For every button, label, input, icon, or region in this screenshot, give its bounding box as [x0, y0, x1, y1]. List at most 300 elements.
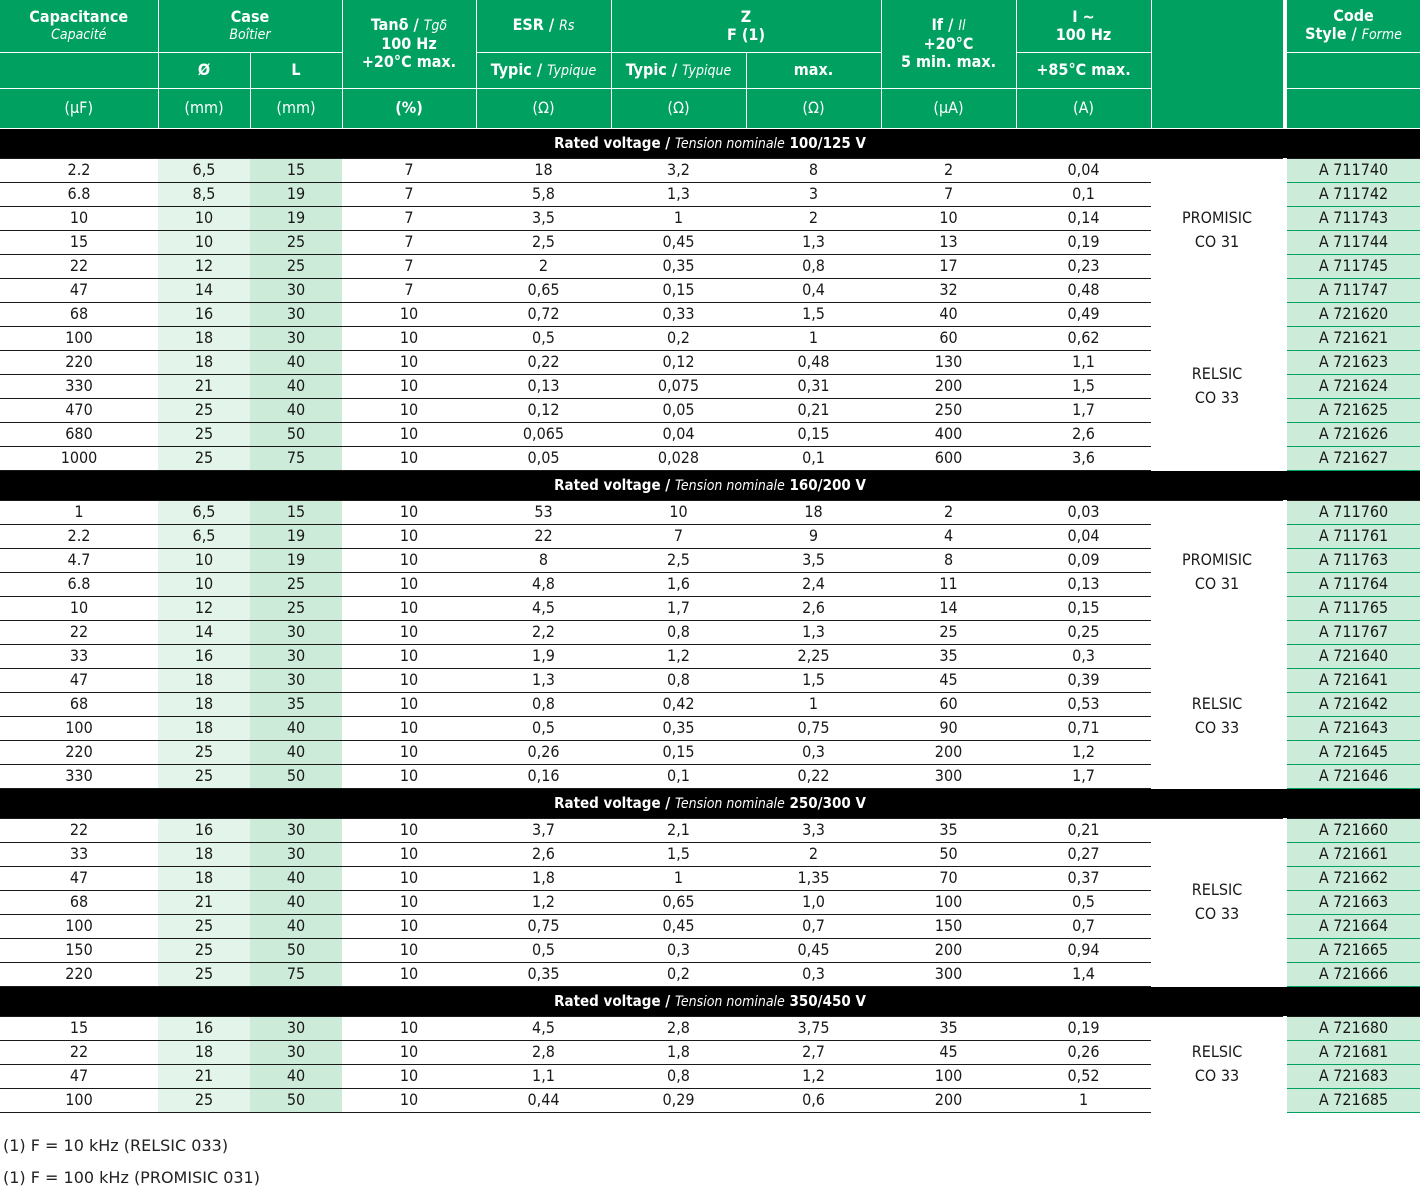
cell-tan: 10: [342, 818, 476, 842]
series-family: RELSIC: [1191, 880, 1243, 900]
cell-tan: 10: [342, 962, 476, 986]
cell-length: 30: [250, 620, 342, 644]
cell-ripple: 0,62: [1016, 326, 1151, 350]
cell-esr: 22: [476, 524, 611, 548]
cell-diameter: 6,5: [158, 158, 250, 182]
cell-code-style: A 721663: [1285, 890, 1420, 914]
cell-diameter: 25: [158, 962, 250, 986]
cell-leakage: 300: [881, 764, 1016, 788]
cell-z-max: 2: [746, 842, 881, 866]
cell-diameter: 16: [158, 818, 250, 842]
cell-code-style: A 721662: [1285, 866, 1420, 890]
cell-z-max: 9: [746, 524, 881, 548]
cell-tan: 10: [342, 524, 476, 548]
cell-ripple: 0,21: [1016, 818, 1151, 842]
cell-ripple: 0,48: [1016, 278, 1151, 302]
cell-z-typic: 7: [611, 524, 746, 548]
cell-leakage: 14: [881, 596, 1016, 620]
cell-length: 15: [250, 158, 342, 182]
cell-esr: 0,75: [476, 914, 611, 938]
cell-code-style: A 711761: [1285, 524, 1420, 548]
cell-length: 75: [250, 446, 342, 470]
rated-voltage-value: 350/450 V: [789, 991, 866, 1010]
cell-length: 40: [250, 398, 342, 422]
cell-esr: 5,8: [476, 182, 611, 206]
section-header: [0, 788, 1420, 818]
cell-leakage: 17: [881, 254, 1016, 278]
cell-length: 40: [250, 374, 342, 398]
cell-leakage: 200: [881, 1088, 1016, 1112]
table-row: [0, 302, 1420, 326]
cell-esr: 0,22: [476, 350, 611, 374]
cell-length: 40: [250, 740, 342, 764]
cell-diameter: 25: [158, 914, 250, 938]
cell-z-max: 3,5: [746, 548, 881, 572]
cell-leakage: 150: [881, 914, 1016, 938]
rated-voltage-label: Rated voltage / Tension nominale 160/200 V: [0, 470, 1420, 500]
cell-capacitance: 10: [0, 596, 158, 620]
cell-code-style: A 721660: [1285, 818, 1420, 842]
cell-z-typic: 0,075: [611, 374, 746, 398]
cell-tan: 10: [342, 398, 476, 422]
footnote-relsic: (1) F = 10 kHz (RELSIC 033): [3, 1136, 229, 1155]
cell-ripple: 0,03: [1016, 500, 1151, 524]
cell-ripple: 1,1: [1016, 350, 1151, 374]
cell-z-max: 2: [746, 206, 881, 230]
cell-leakage: 8: [881, 548, 1016, 572]
cell-diameter: 21: [158, 374, 250, 398]
cell-code-style: A 721640: [1285, 644, 1420, 668]
cell-tan: 10: [342, 1064, 476, 1088]
cell-diameter: 18: [158, 692, 250, 716]
cell-tan: 10: [342, 668, 476, 692]
rated-voltage-label: Rated voltage / Tension nominale 100/125 V: [0, 128, 1420, 158]
series-code: CO 33: [1194, 1066, 1240, 1086]
cell-leakage: 100: [881, 890, 1016, 914]
cell-tan: 10: [342, 842, 476, 866]
rated-voltage-value: 100/125 V: [789, 133, 866, 152]
cell-tan: 10: [342, 548, 476, 572]
series-name: [1151, 644, 1285, 788]
cell-leakage: 35: [881, 1016, 1016, 1040]
cell-z-typic: 0,29: [611, 1088, 746, 1112]
cell-ripple: 1,7: [1016, 764, 1151, 788]
rated-voltage-text: Rated voltage: [554, 793, 661, 812]
cell-tan: 10: [342, 716, 476, 740]
cell-leakage: 60: [881, 692, 1016, 716]
cell-code-style: A 721642: [1285, 692, 1420, 716]
cell-diameter: 14: [158, 278, 250, 302]
cell-capacitance: 68: [0, 692, 158, 716]
unit-capacitance: (µF): [0, 88, 158, 128]
cell-diameter: 16: [158, 1016, 250, 1040]
cell-tan: 7: [342, 206, 476, 230]
cell-esr: 2,2: [476, 620, 611, 644]
header-leakage-current: If / Il +20°C 5 min. max.: [881, 0, 1016, 88]
cell-z-max: 3,3: [746, 818, 881, 842]
cell-z-typic: 1,8: [611, 1040, 746, 1064]
cell-esr: 8: [476, 548, 611, 572]
cell-z-max: 1,35: [746, 866, 881, 890]
cell-length: 40: [250, 914, 342, 938]
cell-diameter: 21: [158, 1064, 250, 1088]
cell-z-typic: 1,2: [611, 644, 746, 668]
cell-capacitance: 220: [0, 962, 158, 986]
rated-voltage-value: 250/300 V: [789, 793, 866, 812]
cell-tan: 7: [342, 254, 476, 278]
cell-esr: 4,8: [476, 572, 611, 596]
cell-leakage: 50: [881, 842, 1016, 866]
cell-code-style: A 721641: [1285, 668, 1420, 692]
cell-length: 25: [250, 596, 342, 620]
cell-diameter: 25: [158, 446, 250, 470]
cell-ripple: 0,1: [1016, 182, 1151, 206]
cell-length: 30: [250, 302, 342, 326]
cell-length: 19: [250, 548, 342, 572]
series-family: RELSIC: [1191, 1042, 1243, 1062]
table-body: [0, 128, 1420, 1112]
header-z-typic: Typic / Typique: [611, 52, 746, 88]
cell-code-style: A 711764: [1285, 572, 1420, 596]
cell-esr: 4,5: [476, 596, 611, 620]
cell-tan: 10: [342, 500, 476, 524]
cell-length: 50: [250, 764, 342, 788]
cell-diameter: 18: [158, 1040, 250, 1064]
cell-z-typic: 2,8: [611, 1016, 746, 1040]
table-row: [0, 1016, 1420, 1040]
cell-z-typic: 0,15: [611, 278, 746, 302]
cell-z-typic: 3,2: [611, 158, 746, 182]
cell-code-style: A 721646: [1285, 764, 1420, 788]
cell-ripple: 0,52: [1016, 1064, 1151, 1088]
cell-capacitance: 22: [0, 254, 158, 278]
cell-code-style: A 721626: [1285, 422, 1420, 446]
cell-diameter: 18: [158, 866, 250, 890]
cell-code-style: A 721624: [1285, 374, 1420, 398]
cell-z-typic: 0,04: [611, 422, 746, 446]
cell-diameter: 6,5: [158, 524, 250, 548]
cell-code-style: A 711745: [1285, 254, 1420, 278]
section-header: [0, 128, 1420, 158]
cell-code-style: A 721645: [1285, 740, 1420, 764]
rated-voltage-text-fr: Tension nominale: [674, 477, 785, 494]
cell-leakage: 35: [881, 818, 1016, 842]
cell-ripple: 0,19: [1016, 230, 1151, 254]
cell-capacitance: 68: [0, 890, 158, 914]
cell-code-style: A 711765: [1285, 596, 1420, 620]
cell-tan: 10: [342, 572, 476, 596]
cell-esr: 53: [476, 500, 611, 524]
cell-z-max: 2,25: [746, 644, 881, 668]
cell-length: 30: [250, 278, 342, 302]
cell-ripple: 0,19: [1016, 1016, 1151, 1040]
cell-diameter: 10: [158, 230, 250, 254]
cell-esr: 0,05: [476, 446, 611, 470]
cell-z-typic: 0,8: [611, 620, 746, 644]
cell-leakage: 200: [881, 938, 1016, 962]
section-header: [0, 470, 1420, 500]
cell-code-style: A 721683: [1285, 1064, 1420, 1088]
cell-esr: 1,2: [476, 890, 611, 914]
cell-capacitance: 2.2: [0, 158, 158, 182]
header-code-blank: [1285, 52, 1420, 88]
cell-z-typic: 0,1: [611, 764, 746, 788]
cell-diameter: 8,5: [158, 182, 250, 206]
cell-leakage: 4: [881, 524, 1016, 548]
cell-esr: 0,65: [476, 278, 611, 302]
section-header: [0, 986, 1420, 1016]
cell-z-max: 0,1: [746, 446, 881, 470]
cell-tan: 7: [342, 158, 476, 182]
cell-ripple: 0,53: [1016, 692, 1151, 716]
series-name: [1151, 1016, 1285, 1112]
cell-leakage: 300: [881, 962, 1016, 986]
cell-tan: 10: [342, 1040, 476, 1064]
cell-z-max: 0,7: [746, 914, 881, 938]
cell-tan: 10: [342, 422, 476, 446]
cell-z-typic: 0,45: [611, 914, 746, 938]
cell-esr: 3,7: [476, 818, 611, 842]
cell-code-style: A 711740: [1285, 158, 1420, 182]
cell-tan: 10: [342, 914, 476, 938]
cell-leakage: 2: [881, 500, 1016, 524]
header-tan-delta: Tanδ / Tgδ 100 Hz +20°C max.: [342, 0, 476, 88]
cell-z-typic: 0,65: [611, 890, 746, 914]
cell-capacitance: 220: [0, 350, 158, 374]
cell-z-max: 0,3: [746, 740, 881, 764]
cell-z-typic: 1,3: [611, 182, 746, 206]
cell-z-typic: 0,05: [611, 398, 746, 422]
cell-code-style: A 721665: [1285, 938, 1420, 962]
cell-tan: 10: [342, 620, 476, 644]
cell-leakage: 10: [881, 206, 1016, 230]
table-row: [0, 644, 1420, 668]
cell-z-max: 1,5: [746, 302, 881, 326]
cell-ripple: 0,14: [1016, 206, 1151, 230]
cell-diameter: 16: [158, 644, 250, 668]
rated-voltage-text-fr: Tension nominale: [674, 135, 785, 152]
cell-z-typic: 1,7: [611, 596, 746, 620]
cell-length: 15: [250, 500, 342, 524]
cell-tan: 10: [342, 446, 476, 470]
cell-code-style: A 721627: [1285, 446, 1420, 470]
cell-z-max: 0,3: [746, 962, 881, 986]
cell-z-max: 3,75: [746, 1016, 881, 1040]
rated-voltage-text-fr: Tension nominale: [674, 795, 785, 812]
cell-tan: 7: [342, 230, 476, 254]
cell-diameter: 10: [158, 548, 250, 572]
cell-esr: 0,16: [476, 764, 611, 788]
cell-capacitance: 330: [0, 764, 158, 788]
cell-capacitance: 6.8: [0, 182, 158, 206]
cell-code-style: A 721664: [1285, 914, 1420, 938]
cell-esr: 0,13: [476, 374, 611, 398]
cell-z-typic: 0,12: [611, 350, 746, 374]
cell-code-style: A 721625: [1285, 398, 1420, 422]
unit-tan: (%): [342, 88, 476, 128]
cell-diameter: 25: [158, 938, 250, 962]
cell-leakage: 40: [881, 302, 1016, 326]
cell-z-typic: 1,5: [611, 842, 746, 866]
cell-esr: 2,6: [476, 842, 611, 866]
cell-esr: 0,26: [476, 740, 611, 764]
rated-voltage-text: Rated voltage: [554, 991, 661, 1010]
cell-ripple: 0,5: [1016, 890, 1151, 914]
cell-tan: 10: [342, 890, 476, 914]
rated-voltage-value: 160/200 V: [789, 475, 866, 494]
table-header: [0, 0, 1420, 128]
cell-length: 40: [250, 890, 342, 914]
cell-diameter: 14: [158, 620, 250, 644]
cell-leakage: 600: [881, 446, 1016, 470]
cell-tan: 10: [342, 350, 476, 374]
cell-z-typic: 1: [611, 866, 746, 890]
header-ripple-temp: +85°C max.: [1016, 52, 1151, 88]
cell-z-typic: 0,8: [611, 668, 746, 692]
cell-capacitance: 1: [0, 500, 158, 524]
cell-diameter: 12: [158, 254, 250, 278]
cell-code-style: A 721680: [1285, 1016, 1420, 1040]
cell-capacitance: 100: [0, 326, 158, 350]
cell-leakage: 45: [881, 1040, 1016, 1064]
cell-leakage: 13: [881, 230, 1016, 254]
cell-esr: 2: [476, 254, 611, 278]
cell-length: 30: [250, 818, 342, 842]
cell-esr: 0,5: [476, 716, 611, 740]
cell-length: 30: [250, 1040, 342, 1064]
cell-ripple: 0,09: [1016, 548, 1151, 572]
cell-diameter: 18: [158, 350, 250, 374]
cell-z-typic: 0,45: [611, 230, 746, 254]
cell-ripple: 1,4: [1016, 962, 1151, 986]
cell-code-style: A 721621: [1285, 326, 1420, 350]
cell-length: 30: [250, 668, 342, 692]
cell-z-typic: 1,6: [611, 572, 746, 596]
cell-leakage: 200: [881, 740, 1016, 764]
cell-tan: 10: [342, 1088, 476, 1112]
cell-capacitance: 4.7: [0, 548, 158, 572]
cell-ripple: 0,27: [1016, 842, 1151, 866]
series-family: PROMISIC: [1181, 208, 1253, 228]
cell-ripple: 0,15: [1016, 596, 1151, 620]
cell-capacitance: 6.8: [0, 572, 158, 596]
cell-length: 40: [250, 716, 342, 740]
cell-capacitance: 33: [0, 842, 158, 866]
table-row: [0, 818, 1420, 842]
cell-leakage: 130: [881, 350, 1016, 374]
cell-z-typic: 2,5: [611, 548, 746, 572]
cell-diameter: 25: [158, 764, 250, 788]
cell-z-typic: 0,3: [611, 938, 746, 962]
cell-z-max: 0,15: [746, 422, 881, 446]
cell-z-max: 8: [746, 158, 881, 182]
unit-length: (mm): [250, 88, 342, 128]
cell-z-typic: 0,42: [611, 692, 746, 716]
series-code: CO 33: [1194, 718, 1240, 737]
cell-z-max: 0,75: [746, 716, 881, 740]
cell-z-max: 0,6: [746, 1088, 881, 1112]
cell-z-typic: 0,35: [611, 254, 746, 278]
cell-length: 35: [250, 692, 342, 716]
cell-tan: 10: [342, 938, 476, 962]
cell-tan: 10: [342, 644, 476, 668]
cell-ripple: 0,7: [1016, 914, 1151, 938]
cell-tan: 10: [342, 596, 476, 620]
cell-diameter: 25: [158, 740, 250, 764]
cell-capacitance: 47: [0, 278, 158, 302]
cell-capacitance: 220: [0, 740, 158, 764]
cell-diameter: 25: [158, 422, 250, 446]
cell-length: 50: [250, 938, 342, 962]
cell-ripple: 0,25: [1016, 620, 1151, 644]
cell-code-style: A 721681: [1285, 1040, 1420, 1064]
cell-esr: 1,1: [476, 1064, 611, 1088]
cell-capacitance: 15: [0, 1016, 158, 1040]
cell-ripple: 0,39: [1016, 668, 1151, 692]
cell-z-max: 1,3: [746, 230, 881, 254]
cell-code-style: A 711747: [1285, 278, 1420, 302]
cell-capacitance: 22: [0, 620, 158, 644]
cell-capacitance: 15: [0, 230, 158, 254]
cell-length: 75: [250, 962, 342, 986]
cell-esr: 4,5: [476, 1016, 611, 1040]
header-z-max: max.: [746, 52, 881, 88]
series-code: CO 31: [1194, 232, 1240, 252]
cell-esr: 3,5: [476, 206, 611, 230]
cell-length: 40: [250, 350, 342, 374]
cell-esr: 0,44: [476, 1088, 611, 1112]
cell-tan: 7: [342, 182, 476, 206]
header-diameter: Ø: [158, 52, 250, 88]
cell-z-max: 1,5: [746, 668, 881, 692]
cell-length: 19: [250, 206, 342, 230]
cell-leakage: 45: [881, 668, 1016, 692]
cell-length: 30: [250, 326, 342, 350]
table-row: [0, 158, 1420, 182]
cell-length: 50: [250, 1088, 342, 1112]
cell-esr: 2,8: [476, 1040, 611, 1064]
cell-esr: 1,8: [476, 866, 611, 890]
cell-length: 40: [250, 866, 342, 890]
cell-esr: 0,35: [476, 962, 611, 986]
cell-z-max: 1,2: [746, 1064, 881, 1088]
series-family: RELSIC: [1191, 364, 1243, 383]
cell-ripple: 0,26: [1016, 1040, 1151, 1064]
cell-esr: 0,72: [476, 302, 611, 326]
cell-length: 50: [250, 422, 342, 446]
cell-code-style: A 721623: [1285, 350, 1420, 374]
cell-code-style: A 721620: [1285, 302, 1420, 326]
cell-z-max: 0,22: [746, 764, 881, 788]
cell-code-style: A 711744: [1285, 230, 1420, 254]
header-cap-blank: [0, 52, 158, 88]
cell-z-max: 18: [746, 500, 881, 524]
cell-tan: 10: [342, 1016, 476, 1040]
cell-diameter: 25: [158, 398, 250, 422]
cell-leakage: 90: [881, 716, 1016, 740]
cell-z-max: 1,3: [746, 620, 881, 644]
cell-leakage: 250: [881, 398, 1016, 422]
cell-z-typic: 0,35: [611, 716, 746, 740]
cell-ripple: 1,2: [1016, 740, 1151, 764]
cell-esr: 1,3: [476, 668, 611, 692]
cell-length: 30: [250, 842, 342, 866]
cell-capacitance: 68: [0, 302, 158, 326]
cell-z-max: 0,4: [746, 278, 881, 302]
cell-z-max: 0,8: [746, 254, 881, 278]
unit-ripple: (A): [1016, 88, 1151, 128]
cell-z-typic: 0,33: [611, 302, 746, 326]
